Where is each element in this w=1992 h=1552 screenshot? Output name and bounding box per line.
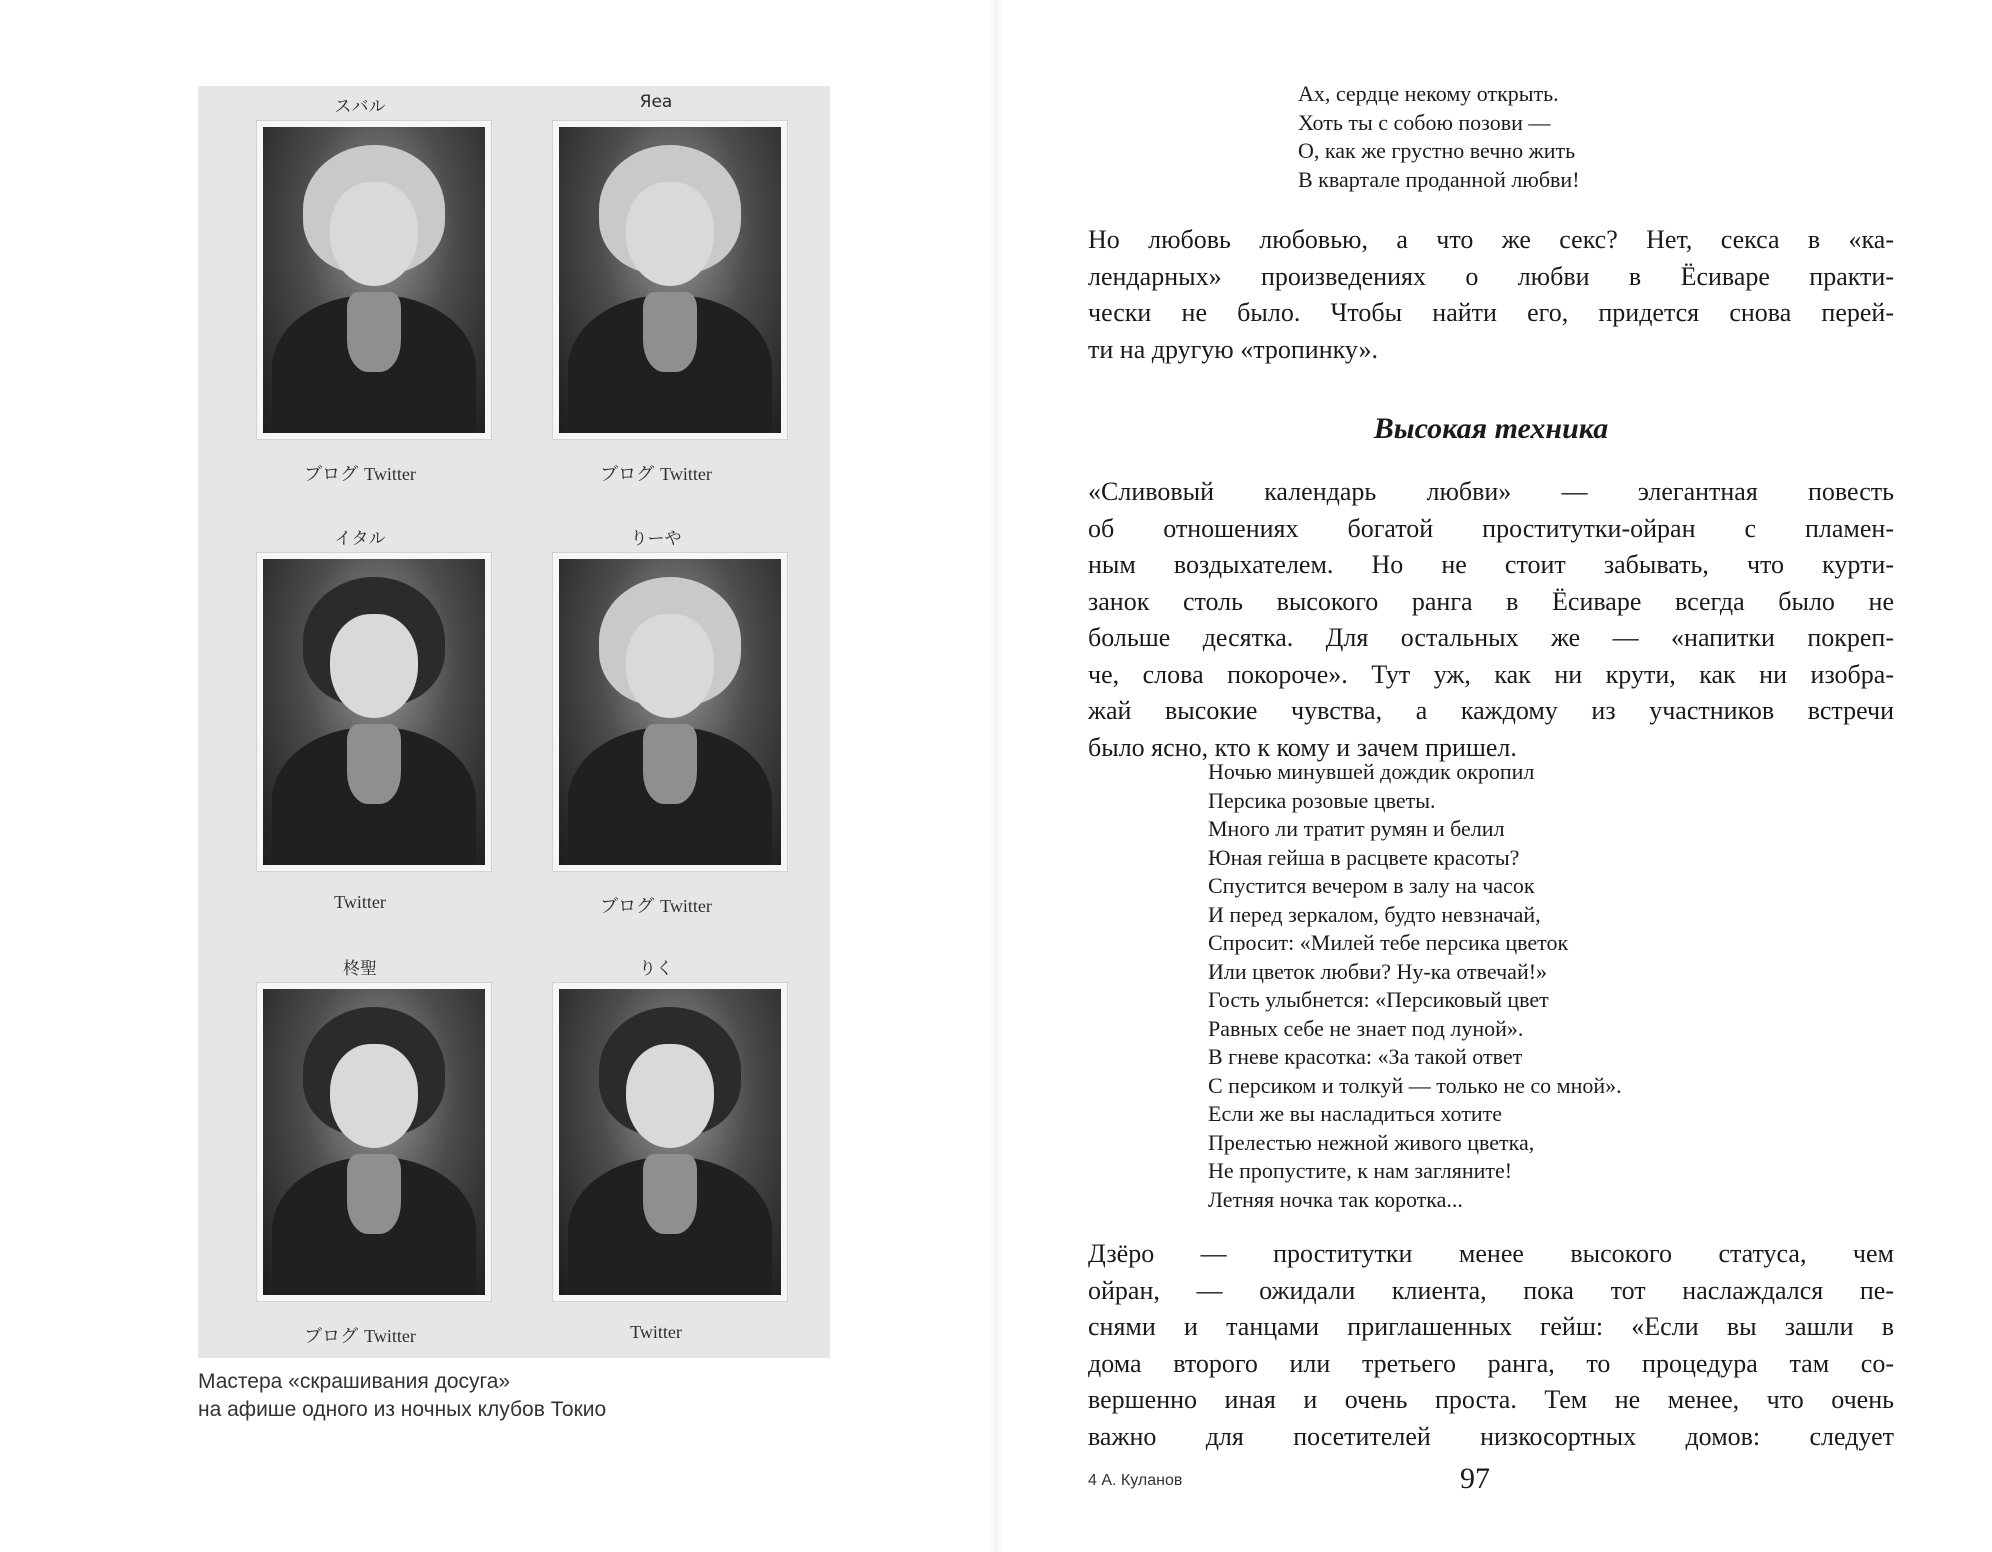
- page-gutter: [990, 0, 1002, 1552]
- verse-line: И перед зеркалом, будто невзначай,: [1208, 901, 1541, 927]
- text-line: больше десятка. Для остальных же — «напитки покреп-: [1088, 623, 1894, 652]
- host-name: スバル: [334, 97, 386, 117]
- blog-link: ブログ: [600, 896, 655, 916]
- verse-line: Ах, сердце некому открыть.: [1298, 81, 1559, 106]
- text-line: занок столь высокого ранга в Ёсиваре всегда было не: [1088, 586, 1894, 616]
- host-name: Яеа: [639, 92, 673, 112]
- text-line: че, слова покороче». Тут уж, как ни крути, как ни изобра-: [1088, 659, 1894, 689]
- verse-block-2: [1208, 758, 1622, 1214]
- verse-line: Юная гейша в расцвете красоты?: [1208, 844, 1520, 870]
- host-name: 柊聖: [343, 959, 377, 979]
- verse-line: Хоть ты с собою позови —: [1298, 109, 1551, 135]
- verse-line: Прелестью нежной живого цветка,: [1208, 1129, 1535, 1155]
- verse-line: Если же вы насладиться хотите: [1208, 1101, 1502, 1126]
- paragraph-3: [1088, 1236, 1894, 1455]
- text-line: дома второго или третьего ранга, то процедура там со-: [1088, 1348, 1894, 1378]
- figure-caption: [198, 1368, 838, 1424]
- poster-cell: [506, 86, 806, 506]
- verse-line: Ночью минувшей дождик окропил: [1208, 759, 1535, 784]
- host-name: りーや: [630, 529, 682, 549]
- text-line: ти на другую «тропинку».: [1088, 334, 1379, 364]
- text-line: жай высокие чувства, а каждому из участников встречи: [1088, 696, 1894, 725]
- verse-line: С персиком и толкуй — только не со мной».: [1208, 1072, 1622, 1098]
- verse-line: Персика розовые цветы.: [1208, 787, 1436, 813]
- twitter-link: Twitter: [334, 892, 386, 912]
- verse-line: Летняя ночка так коротка...: [1208, 1186, 1463, 1212]
- host-photo: [552, 552, 788, 872]
- host-photo: [256, 552, 492, 872]
- text-line: было ясно, кто к кому и зачем пришел.: [1088, 732, 1517, 762]
- host-links: [506, 1322, 806, 1343]
- host-photo: [256, 982, 492, 1302]
- caption-line: Мастера «скрашивания досуга»: [198, 1370, 511, 1393]
- poster-cell: [210, 86, 510, 506]
- poster-cell: [506, 948, 806, 1368]
- blog-link: ブログ: [304, 1326, 359, 1346]
- verse-line: Равных себе не знает под луной».: [1208, 1015, 1524, 1041]
- verse-line: Спустится вечером в залу на часок: [1208, 873, 1535, 898]
- twitter-link: Twitter: [630, 1322, 682, 1342]
- poster-cell: [506, 518, 806, 938]
- host-name: イタル: [334, 529, 386, 549]
- verse-line: Не пропустите, к нам загляните!: [1208, 1158, 1513, 1183]
- text-line: снями и танцами приглашенных гейш: «Если вы зашли в: [1088, 1312, 1894, 1341]
- text-line: ным воздыхателем. Но не стоит забывать, что курти-: [1088, 550, 1894, 579]
- page-number: 97: [1460, 1462, 1490, 1495]
- host-name: りく: [639, 959, 673, 979]
- paragraph-1: [1088, 222, 1894, 368]
- text-line: важно для посетителей низкосортных домов: следует: [1088, 1421, 1894, 1451]
- verse-line: Или цветок любви? Ну-ка отвечай!»: [1208, 958, 1548, 984]
- verse-line: Много ли тратит румян и белил: [1208, 816, 1505, 841]
- host-links: [210, 460, 510, 486]
- verse-line: В квартале проданной любви!: [1298, 166, 1580, 192]
- verse-line: Гость улыбнется: «Персиковый цвет: [1208, 987, 1549, 1012]
- host-photo: [256, 120, 492, 440]
- host-links: [210, 1322, 510, 1348]
- text-line: лендарных» произведениях о любви в Ёсиваре практи-: [1088, 261, 1894, 291]
- host-links: [506, 460, 806, 486]
- text-line: Но любовь любовью, а что же секс? Нет, секса в «ка-: [1088, 225, 1894, 254]
- verse-line: Спросит: «Милей тебе персика цветок: [1208, 930, 1569, 955]
- verse-line: В гневе красотка: «За такой ответ: [1208, 1044, 1523, 1069]
- poster-cell: [210, 518, 510, 938]
- twitter-link: Twitter: [364, 464, 416, 484]
- blog-link: ブログ: [600, 464, 655, 484]
- text-line: ойран, — ожидали клиента, пока тот наслаждался пе-: [1088, 1275, 1894, 1305]
- text-line: чески не было. Чтобы найти его, придется снова перей-: [1088, 298, 1894, 327]
- paragraph-2: [1088, 474, 1894, 766]
- host-photo: [552, 982, 788, 1302]
- host-photo: [552, 120, 788, 440]
- text-line: об отношениях богатой проститутки-ойран с пламен-: [1088, 513, 1894, 543]
- host-links: [210, 892, 510, 913]
- text-line: вершенно иная и очень проста. Тем не менее, что очень: [1088, 1385, 1894, 1414]
- club-poster: [198, 86, 830, 1358]
- twitter-link: Twitter: [660, 464, 712, 484]
- signature-mark: 4 А. Куланов: [1088, 1472, 1183, 1489]
- poster-cell: [210, 948, 510, 1368]
- verse-block-1: [1298, 80, 1580, 194]
- section-heading: Высокая техника: [1373, 412, 1609, 445]
- host-links: [506, 892, 806, 918]
- twitter-link: Twitter: [660, 896, 712, 916]
- caption-line: на афише одного из ночных клубов Токио: [198, 1398, 607, 1421]
- blog-link: ブログ: [304, 464, 359, 484]
- twitter-link: Twitter: [364, 1326, 416, 1346]
- text-line: Дзёро — проститутки менее высокого статуса, чем: [1088, 1239, 1894, 1268]
- text-line: «Сливовый календарь любви» — элегантная повесть: [1088, 477, 1894, 506]
- verse-line: О, как же грустно вечно жить: [1298, 138, 1576, 163]
